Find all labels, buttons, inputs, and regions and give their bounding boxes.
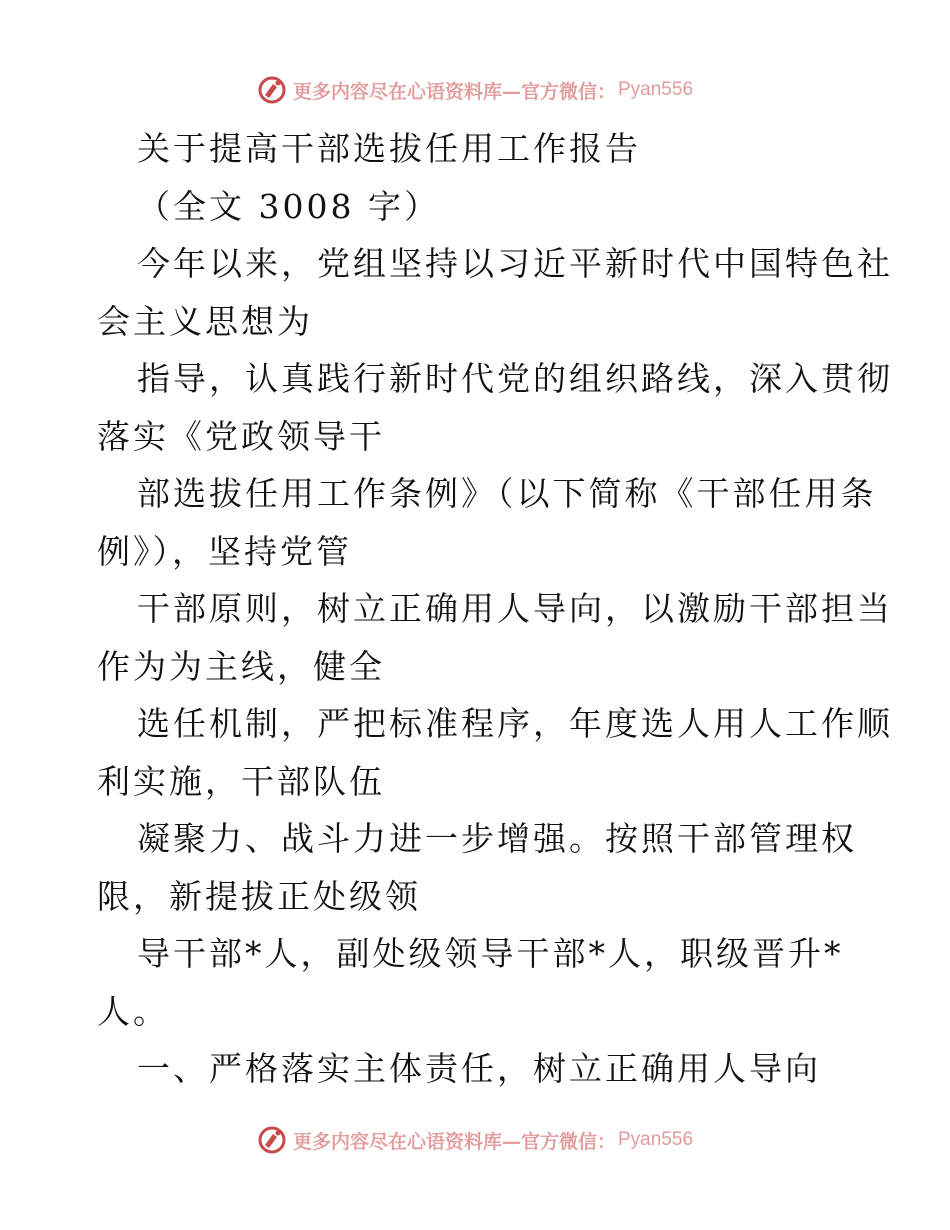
text-line: 指导，认真践行新时代党的组织路线，深入贯彻 <box>137 359 893 398</box>
text-line: 利实施，干部队伍 <box>97 761 385 801</box>
watermark-text: 更多内容尽在心语资料库—官方微信： <box>292 80 616 103</box>
text-line: 一、严格落实主体责任，树立正确用人导向 <box>137 1049 821 1088</box>
watermark-text: 更多内容尽在心语资料库—官方微信： <box>292 1130 616 1153</box>
text-line: 例》），坚持党管 <box>97 531 352 571</box>
brand-logo-icon <box>257 75 287 105</box>
document-title: 关于提高干部选拔任用工作报告 <box>137 129 641 168</box>
text-line: 人。 <box>97 991 169 1031</box>
text-line: 部选拔任用工作条例》（以下简称《干部任用条 <box>137 474 877 513</box>
text-line: 凝聚力、战斗力进一步增强。按照干部管理权 <box>137 819 857 858</box>
brand-logo-icon <box>257 1125 287 1155</box>
watermark-wechat-id: Pyan556 <box>618 1129 694 1150</box>
document-body <box>97 120 893 1098</box>
text-line: 今年以来，党组坚持以习近平新时代中国特色社 <box>137 244 893 283</box>
text-line: 会主义思想为 <box>97 301 313 341</box>
text-line: 干部原则，树立正确用人导向，以激励干部担当 <box>137 589 893 628</box>
watermark-header <box>0 72 950 108</box>
text-line: 落实《党政领导干 <box>97 416 385 456</box>
text-line: （全文 3008 字） <box>137 186 440 226</box>
watermark-wechat-id: Pyan556 <box>618 79 694 100</box>
watermark-footer <box>0 1122 950 1158</box>
text-line: 限，新提拔正处级领 <box>97 876 421 916</box>
text-line: 作为为主线，健全 <box>97 646 385 686</box>
text-line: 选任机制，严把标准程序，年度选人用人工作顺 <box>137 704 893 743</box>
text-line: 导干部*人，副处级领导干部*人，职级晋升* <box>137 934 844 973</box>
